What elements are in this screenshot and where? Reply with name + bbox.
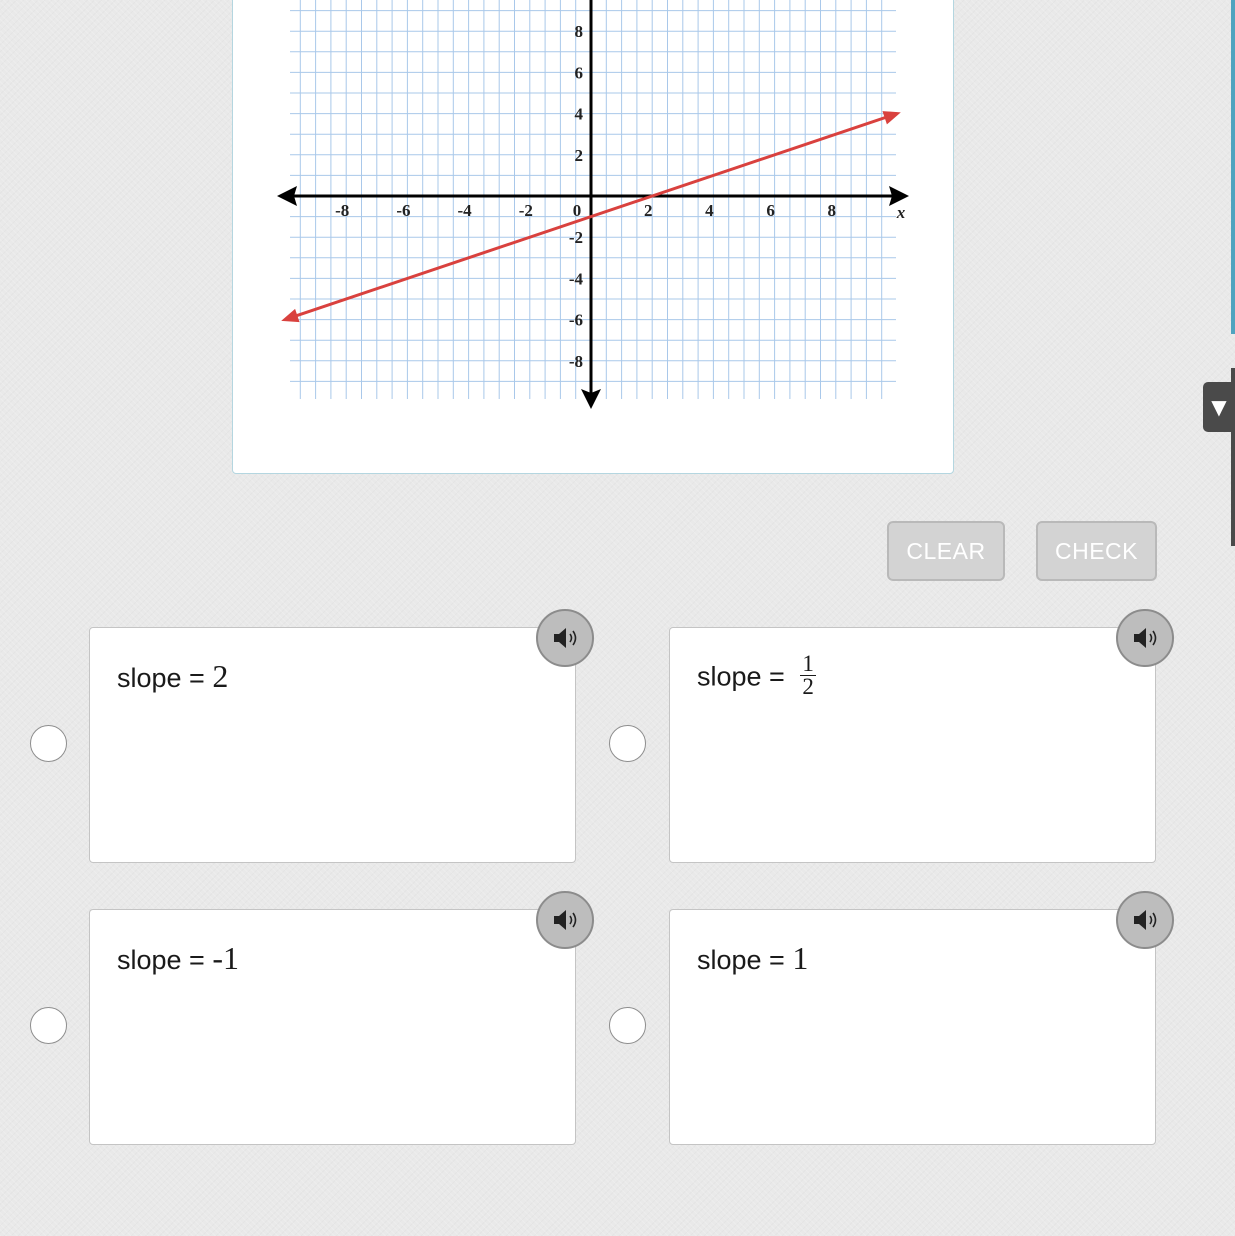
option-3-radio[interactable]	[30, 1007, 67, 1044]
speaker-icon	[538, 611, 592, 665]
y-tick-label: 2	[574, 145, 583, 165]
option-2-numerator: 1	[802, 651, 814, 676]
option-2-audio-button[interactable]	[1116, 609, 1174, 667]
option-4-audio-button[interactable]	[1116, 891, 1174, 949]
option-3-value: -1	[212, 940, 239, 976]
coordinate-plane-graph	[233, 0, 953, 473]
option-2-card[interactable]	[669, 627, 1156, 863]
y-tick-label: -4	[568, 269, 583, 289]
x-tick-label: 4	[705, 201, 714, 220]
collapse-panel-toggle[interactable]	[1203, 382, 1235, 432]
option-4-label	[697, 940, 808, 977]
option-3-prefix: slope =	[117, 945, 213, 975]
option-3-label	[117, 940, 239, 977]
option-1-card[interactable]	[89, 627, 576, 863]
speaker-icon	[1118, 893, 1172, 947]
line-arrow-left	[281, 309, 299, 322]
x-axis-arrow-left	[277, 186, 297, 206]
x-tick-label: -4	[457, 201, 472, 220]
x-tick-label: 6	[766, 201, 775, 220]
x-tick-label: -2	[518, 201, 533, 220]
option-2-denominator: 2	[802, 674, 814, 699]
option-4-value: 1	[792, 940, 809, 976]
right-edge-accent	[1231, 0, 1235, 334]
option-3-audio-button[interactable]	[536, 891, 594, 949]
caret-down-icon: ▼	[1211, 395, 1227, 419]
option-4-radio[interactable]	[609, 1007, 646, 1044]
option-4-card[interactable]	[669, 909, 1156, 1145]
y-tick-label: 4	[574, 104, 583, 124]
x-tick-label: 0	[572, 201, 582, 220]
graph-panel	[232, 0, 954, 474]
y-tick-label: 6	[574, 63, 583, 83]
option-1-audio-button[interactable]	[536, 609, 594, 667]
x-tick-label: -6	[396, 201, 411, 220]
y-tick-label: -6	[568, 310, 583, 330]
speaker-icon	[1118, 611, 1172, 665]
x-tick-label: -8	[335, 201, 350, 220]
clear-button[interactable]: CLEAR	[887, 521, 1005, 581]
y-tick-label: -2	[568, 228, 583, 248]
option-1-value: 2	[212, 658, 229, 694]
option-4-prefix: slope =	[697, 945, 793, 975]
option-3-card[interactable]	[89, 909, 576, 1145]
check-button[interactable]: CHECK	[1036, 521, 1157, 581]
option-1-prefix: slope =	[117, 663, 213, 693]
speaker-icon	[538, 893, 592, 947]
x-tick-label: 8	[827, 201, 837, 220]
option-2-fraction	[800, 653, 816, 698]
line-arrow-right	[882, 111, 900, 124]
y-tick-label: -8	[568, 351, 583, 371]
option-1-radio[interactable]	[30, 725, 67, 762]
option-2-prefix: slope =	[697, 661, 793, 692]
y-tick-label: 8	[574, 22, 583, 42]
x-tick-label: 2	[643, 201, 653, 220]
option-2-radio[interactable]	[609, 725, 646, 762]
x-axis-label: x	[896, 203, 906, 222]
option-2-label	[697, 651, 816, 701]
option-1-label	[117, 658, 228, 695]
